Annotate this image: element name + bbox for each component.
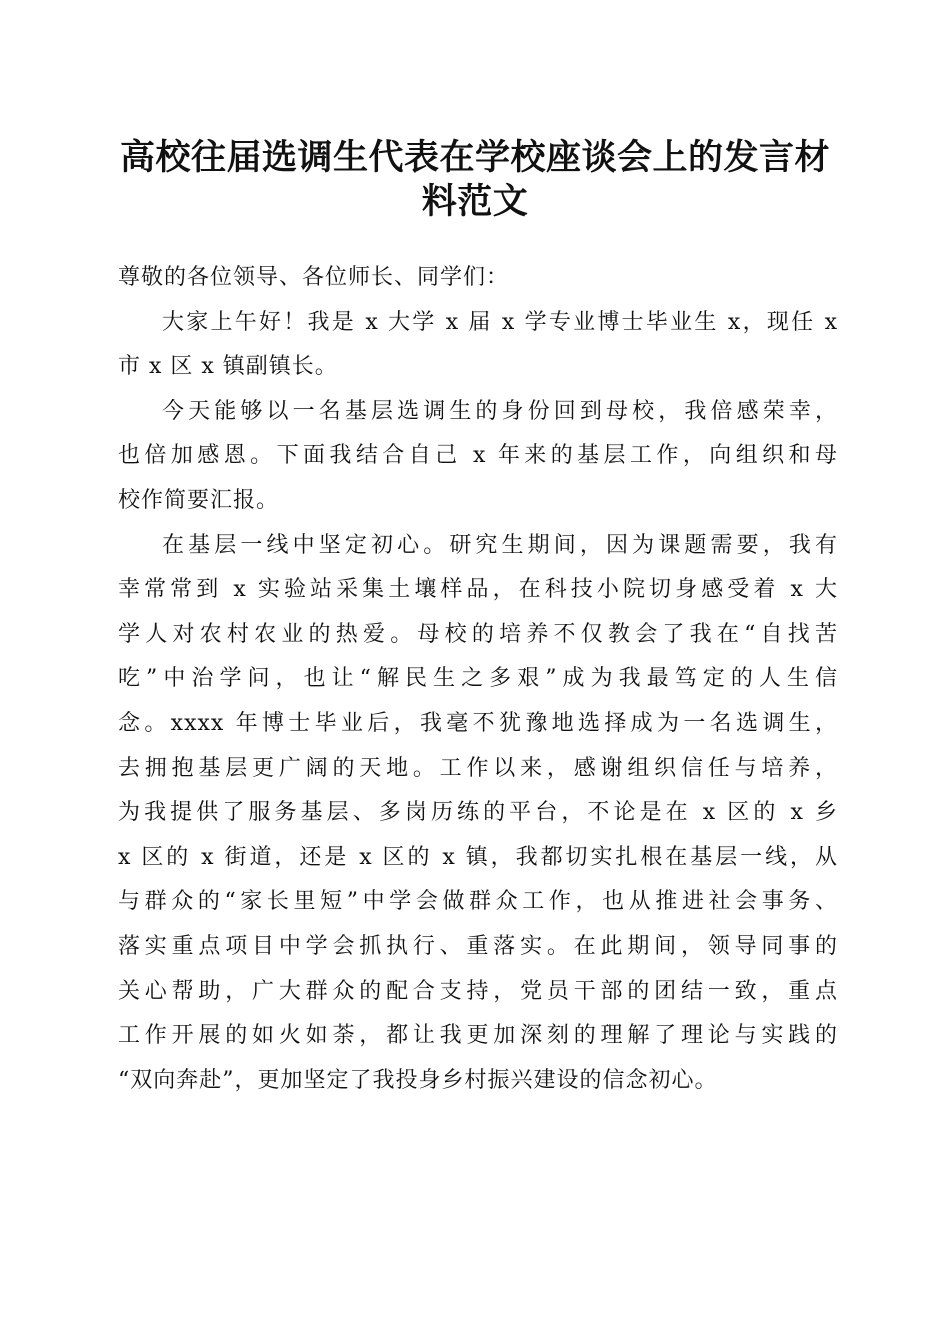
salutation: 尊敬的各位领导、各位师长、同学们： — [118, 265, 510, 290]
paragraph-1 — [118, 301, 838, 390]
paragraph-line: x 区的 x 街道，还是 x 区的 x 镇，我都切实扎根在基层一线，从 — [118, 844, 838, 870]
paragraph-2 — [118, 390, 838, 524]
paragraph-line: 学人对农村农业的热爱。母校的培养不仅教会了我在“自找苦 — [118, 621, 838, 647]
paragraph-line: 落实重点项目中学会抓执行、重落实。在此期间，领导同事的 — [118, 933, 838, 959]
title-line-2: 料范文 — [421, 181, 529, 222]
paragraph-line: 在基层一线中坚定初心。研究生期间，因为课题需要，我有 — [162, 532, 838, 558]
paragraph-line: 念。xxxx 年博士毕业后，我毫不犹豫地选择成为一名选调生， — [118, 710, 838, 736]
paragraph-line: 为我提供了服务基层、多岗历练的平台，不论是在 x 区的 x 乡 — [118, 800, 838, 826]
document-title — [110, 136, 840, 224]
paragraph-line: 去拥抱基层更广阔的天地。工作以来，感谢组织信任与培养， — [118, 755, 838, 781]
paragraph-line: 大家上午好！我是 x 大学 x 届 x 学专业博士毕业生 x，现任 x — [162, 309, 838, 335]
paragraph-line: 幸常常到 x 实验站采集土壤样品，在科技小院切身感受着 x 大 — [118, 577, 838, 603]
document-body — [118, 256, 838, 1103]
paragraph-line: “双向奔赴”，更加坚定了我投身乡村振兴建设的信念初心。 — [118, 1067, 718, 1093]
paragraph-3 — [118, 524, 838, 1104]
paragraph-line: 吃”中治学问，也让“解民生之多艰”成为我最笃定的人生信 — [118, 666, 838, 692]
paragraph-line: 今天能够以一名基层选调生的身份回到母校，我倍感荣幸， — [162, 398, 838, 424]
paragraph-line: 也倍加感恩。下面我结合自己 x 年来的基层工作，向组织和母 — [118, 443, 838, 469]
paragraph-line: 校作简要汇报。 — [118, 487, 280, 513]
paragraph-line: 与群众的“家长里短”中学会做群众工作，也从推进社会事务、 — [118, 889, 838, 915]
title-line-1: 高校往届选调生代表在学校座谈会上的发言材 — [119, 137, 830, 178]
paragraph-line: 市 x 区 x 镇副镇长。 — [118, 354, 338, 380]
paragraph-line: 工作开展的如火如荼，都让我更加深刻的理解了理论与实践的 — [118, 1023, 838, 1049]
paragraph-line: 关心帮助，广大群众的配合支持，党员干部的团结一致，重点 — [118, 978, 838, 1004]
